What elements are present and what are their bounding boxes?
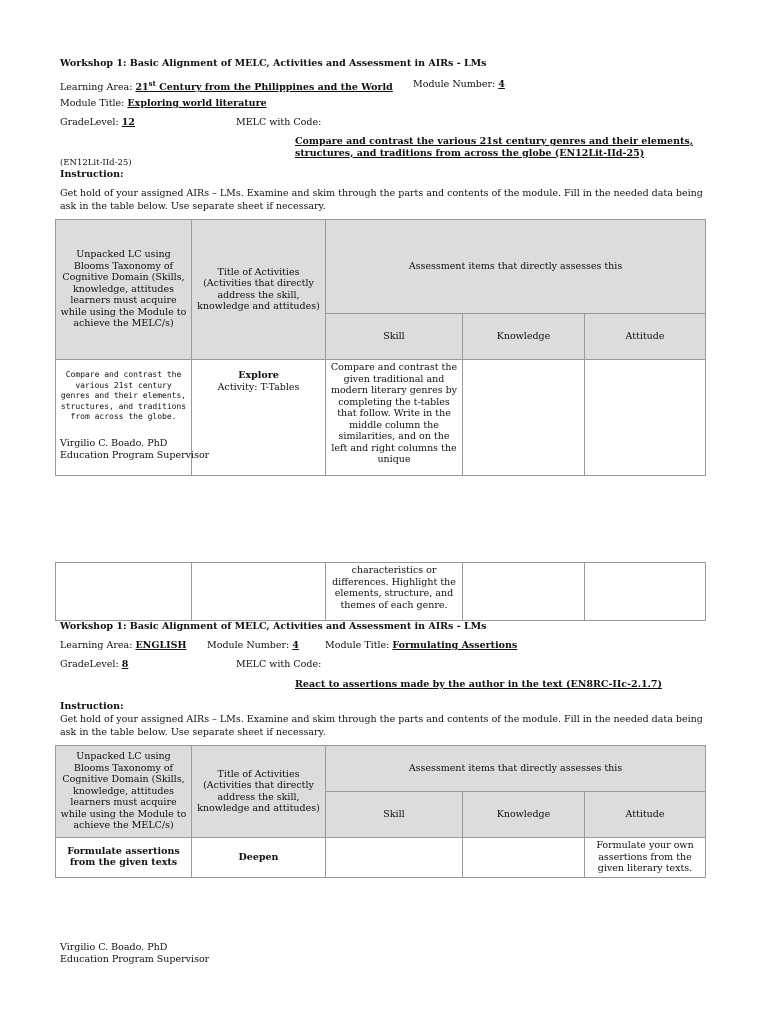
cont-attitude-cell bbox=[585, 563, 706, 621]
workshop-title-2: Workshop 1: Basic Alignment of MELC, Activities and Assessment in AIRs - LMs bbox=[60, 621, 487, 632]
header-attitude: Attitude bbox=[585, 314, 706, 360]
module-number-row-2 bbox=[207, 640, 299, 651]
cont-lc-cell bbox=[56, 563, 192, 621]
header-attitude-2: Attitude bbox=[585, 792, 706, 838]
melc-code: (EN12Lit-IId-25) bbox=[60, 158, 132, 168]
melc-text: Compare and contrast the various 21st century genres and their elements, structures, and traditions from across the globe (EN12Lit-IId-25) bbox=[295, 136, 694, 159]
instruction-text-2: Get hold of your assigned AIRs – LMs. Examine and skim through the parts and contents of the module. Fill in the needed data being ask in the table below. Use separate sheet if necessary. bbox=[60, 714, 703, 738]
row-skill: Compare and contrast the given traditional and modern literary genres by completing the t-tables that follow. Write in the middle column the similarities, and on the left and right columns the unique bbox=[326, 360, 463, 476]
header-knowledge: Knowledge bbox=[463, 314, 585, 360]
header-unpacked-lc-2: Unpacked LC using Blooms Taxonomy of Cognitive Domain (Skills, knowledge, attitudes learners must acquire while using the Module to achieve the MELC/s) bbox=[56, 746, 192, 838]
instruction-label: Instruction: bbox=[60, 169, 124, 180]
alignment-table-2 bbox=[55, 745, 706, 878]
learning-area-row bbox=[60, 79, 393, 93]
row-unpacked-lc-2: Formulate assertions from the given texts bbox=[56, 838, 192, 878]
melc-label-2: MELC with Code: bbox=[236, 659, 322, 670]
melc-text-2: React to assertions made by the author in the text (EN8RC-IIc-2.1.7) bbox=[295, 679, 662, 690]
grade-level-row bbox=[60, 117, 135, 128]
instruction-label-2: Instruction: bbox=[60, 701, 124, 712]
row-attitude-2: Formulate your own assertions from the given literary texts. bbox=[585, 838, 706, 878]
row-activity-2: Deepen bbox=[192, 838, 326, 878]
melc-label: MELC with Code: bbox=[236, 117, 322, 128]
header-skill-2: Skill bbox=[326, 792, 463, 838]
continuation-table bbox=[55, 562, 706, 621]
row-knowledge-2 bbox=[463, 838, 585, 878]
learning-area-label-2: Learning Area: bbox=[60, 640, 133, 651]
cont-activity-cell bbox=[192, 563, 326, 621]
activity-subtitle: Activity: T-Tables bbox=[217, 381, 300, 393]
signatory-title-2: Education Program Supervisor bbox=[60, 954, 210, 965]
grade-level-value-2: 8 bbox=[121, 659, 129, 670]
cont-knowledge-cell bbox=[463, 563, 585, 621]
activity-title: Explore bbox=[238, 370, 279, 381]
grade-level-row-2 bbox=[60, 659, 128, 670]
grade-level-label-2: GradeLevel: bbox=[60, 659, 119, 670]
module-title-label-2: Module Title: bbox=[325, 640, 390, 651]
instruction-text: Get hold of your assigned AIRs – LMs. Examine and skim through the parts and contents of the module. Fill in the needed data being ask in the table below. Use separate sheet if necessary. bbox=[60, 188, 703, 212]
module-number-value: 4 bbox=[498, 79, 505, 90]
header-assessment: Assessment items that directly assesses this bbox=[326, 220, 706, 314]
row-attitude bbox=[585, 360, 706, 476]
learning-area-value-2: ENGLISH bbox=[135, 640, 187, 651]
module-number-value-2: 4 bbox=[292, 640, 299, 651]
learning-area-label: Learning Area: bbox=[60, 82, 133, 94]
row-knowledge bbox=[463, 360, 585, 476]
module-title-label: Module Title: bbox=[60, 98, 125, 109]
header-activities-2: Title of Activities (Activities that directly address the skill, knowledge and attitudes) bbox=[192, 746, 326, 838]
learning-area-row-2 bbox=[60, 640, 186, 651]
signatory-name: Virgilio C. Boado. PhD bbox=[60, 438, 168, 449]
header-unpacked-lc: Unpacked LC using Blooms Taxonomy of Cognitive Domain (Skills, knowledge, attitudes learners must acquire while using the Module to achieve the MELC/s) bbox=[56, 220, 192, 360]
cont-skill-cell: characteristics or differences. Highlight the elements, structure, and themes of each genre. bbox=[326, 563, 463, 621]
grade-level-label: GradeLevel: bbox=[60, 117, 119, 128]
module-title-value-2: Formulating Assertions bbox=[392, 640, 518, 651]
row-unpacked-lc: Compare and contrast the various 21st century genres and their elements, structures, and traditions from across the globe. bbox=[56, 360, 192, 476]
module-title-row bbox=[60, 98, 267, 109]
header-knowledge-2: Knowledge bbox=[463, 792, 585, 838]
header-skill: Skill bbox=[326, 314, 463, 360]
module-number-row bbox=[413, 79, 505, 90]
module-title-row-2 bbox=[325, 640, 517, 651]
workshop-title: Workshop 1: Basic Alignment of MELC, Activities and Assessment in AIRs - LMs bbox=[60, 58, 487, 69]
header-assessment-2: Assessment items that directly assesses this bbox=[326, 746, 706, 792]
grade-level-value: 12 bbox=[121, 117, 135, 128]
signatory-title: Education Program Supervisor bbox=[60, 450, 210, 461]
module-title-value: Exploring world literature bbox=[127, 98, 267, 109]
header-activities: Title of Activities (Activities that directly address the skill, knowledge and attitudes) bbox=[192, 220, 326, 360]
module-number-label-2: Module Number: bbox=[207, 640, 290, 651]
learning-area-value: 21st Century from the Philippines and the World bbox=[135, 79, 393, 94]
module-number-label: Module Number: bbox=[413, 79, 496, 90]
signatory-name-2: Virgilio C. Boado. PhD bbox=[60, 942, 168, 953]
row-activity bbox=[192, 360, 326, 476]
row-skill-2 bbox=[326, 838, 463, 878]
